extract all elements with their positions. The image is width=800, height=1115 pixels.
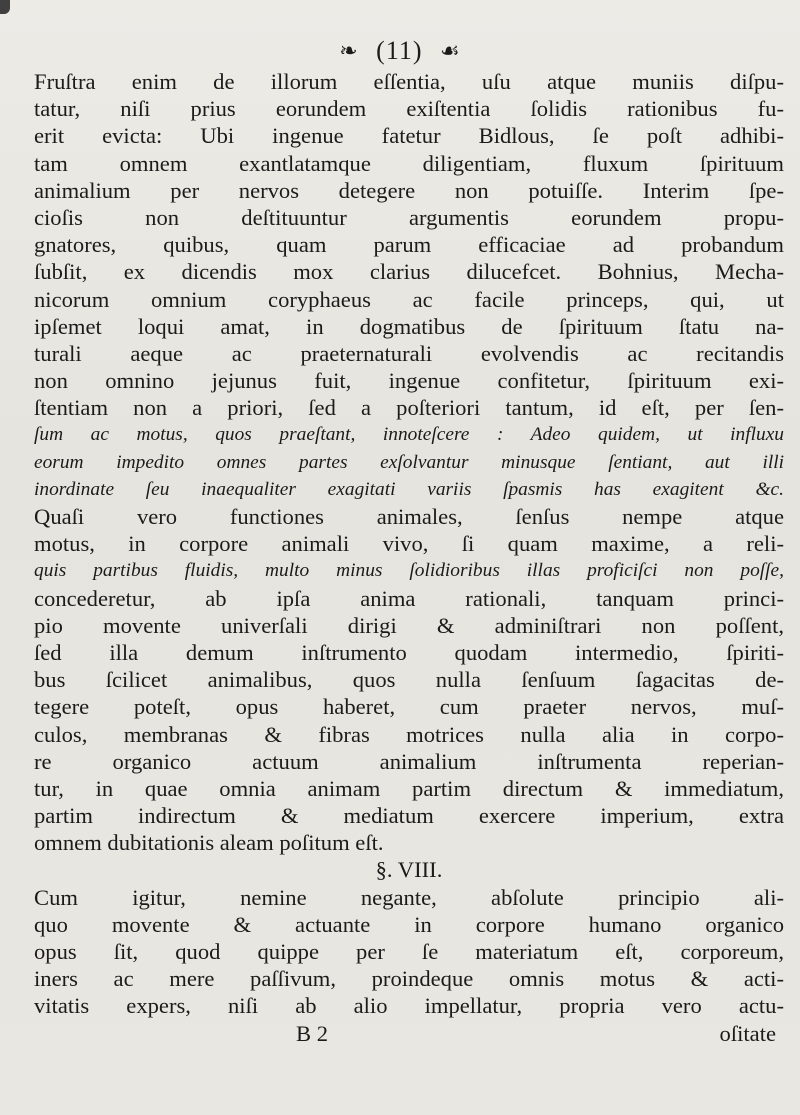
text-line: ſed illa demum inſtrumento quodam intermedio, ſpiriti-: [34, 639, 784, 665]
text-line: non omnino jejunus fuit, ingenue confitetur, ſpirituum exi-: [34, 368, 784, 394]
catchword: oſitate: [719, 1020, 776, 1046]
text-line: animalium per nervos detegere non potuiſſe. Interim ſpe-: [34, 177, 784, 203]
text-line: ſtentiam non a priori, ſed a poſteriori tantum, id eſt, per ſen-: [34, 395, 784, 421]
text-line: cioſis non deſtituuntur argumentis eorundem propu-: [34, 204, 784, 230]
text-line: concederetur, ab ipſa anima rationali, tanquam princi-: [34, 585, 784, 611]
text-line: inordinate ſeu inaequaliter exagitati variis ſpasmis has exagitent &c.: [34, 478, 784, 500]
text-line: tam omnem exantlatamque diligentiam, fluxum ſpirituum: [34, 150, 784, 176]
text-line: gnatores, quibus, quam parum efficaciae ad probandum: [34, 232, 784, 258]
body-text: [34, 68, 784, 1047]
text-line: quis partibus fluidis, multo minus ſolidioribus illas proficiſci non poſſe,: [34, 560, 784, 582]
text-line: ſum ac motus, quos praeſtant, innoteſcere : Adeo quidem, ut influxu: [34, 424, 784, 446]
fleuron-left-icon: ❧: [339, 38, 359, 63]
section-heading: §. VIII.: [375, 857, 443, 883]
text-line: erit evicta: Ubi ingenue fatetur Bidlous, ſe poſt adhibi-: [34, 123, 784, 149]
page-header: [0, 36, 800, 66]
fleuron-right-icon: ☙: [440, 38, 461, 63]
text-line: opus ſit, quod quippe per ſe materiatum eſt, corporeum,: [34, 939, 784, 964]
text-line: Quaſi vero functiones animales, ſenſus nempe atque: [34, 504, 784, 529]
text-line: bus ſcilicet animalibus, quos nulla ſenſuum ſagacitas de-: [34, 667, 784, 693]
text-line: ipſemet loqui amat, in dogmatibus de ſpirituum ſtatu na-: [34, 313, 784, 339]
page-number: (11): [376, 36, 423, 65]
text-line: tegere poteſt, opus haberet, cum praeter nervos, muſ-: [34, 694, 784, 720]
text-line: Fruſtra enim de illorum eſſentia, uſu atque muniis diſpu-: [34, 69, 784, 94]
text-line: nicorum omnium coryphaeus ac facile princeps, qui, ut: [34, 286, 784, 312]
signature-mark: B 2: [296, 1020, 329, 1046]
text-line: ſubſit, ex dicendis mox clarius dilucefcet. Bohnius, Mecha-: [34, 259, 784, 285]
text-line: partim indirectum & mediatum exercere imperium, extra: [34, 803, 784, 829]
text-line: vitatis expers, niſi ab alio impellatur, propria vero actu-: [34, 993, 784, 1019]
text-line: re organico actuum animalium inſtrumenta reperian-: [34, 748, 784, 774]
text-line: eorum impedito omnes partes exſolvantur minusque ſentiant, aut illi: [34, 451, 784, 473]
text-line: Cum igitur, nemine negante, abſolute principio ali-: [34, 884, 784, 910]
text-line: tatur, niſi prius eorundem exiſtentia ſolidis rationibus fu-: [34, 96, 784, 122]
text-line: iners ac mere paſſivum, proindeque omnis motus & acti-: [34, 966, 784, 992]
text-line: pio movente univerſali dirigi & adminiſtrari non poſſent,: [34, 612, 784, 638]
text-line: culos, membranas & fibras motrices nulla alia in corpo-: [34, 721, 784, 747]
text-line: tur, in quae omnia animam partim directum & immediatum,: [34, 775, 784, 801]
text-line: omnem dubitationis aleam poſitum eſt.: [34, 830, 384, 856]
text-line: motus, in corpore animali vivo, ſi quam maxime, a reli-: [34, 531, 784, 557]
text-line: turali aeque ac praeternaturali evolvendis ac recitandis: [34, 340, 784, 366]
ink-smudge: [0, 0, 10, 14]
page-footer: [34, 1020, 784, 1047]
text-line: quo movente & actuante in corpore humano organico: [34, 911, 784, 937]
